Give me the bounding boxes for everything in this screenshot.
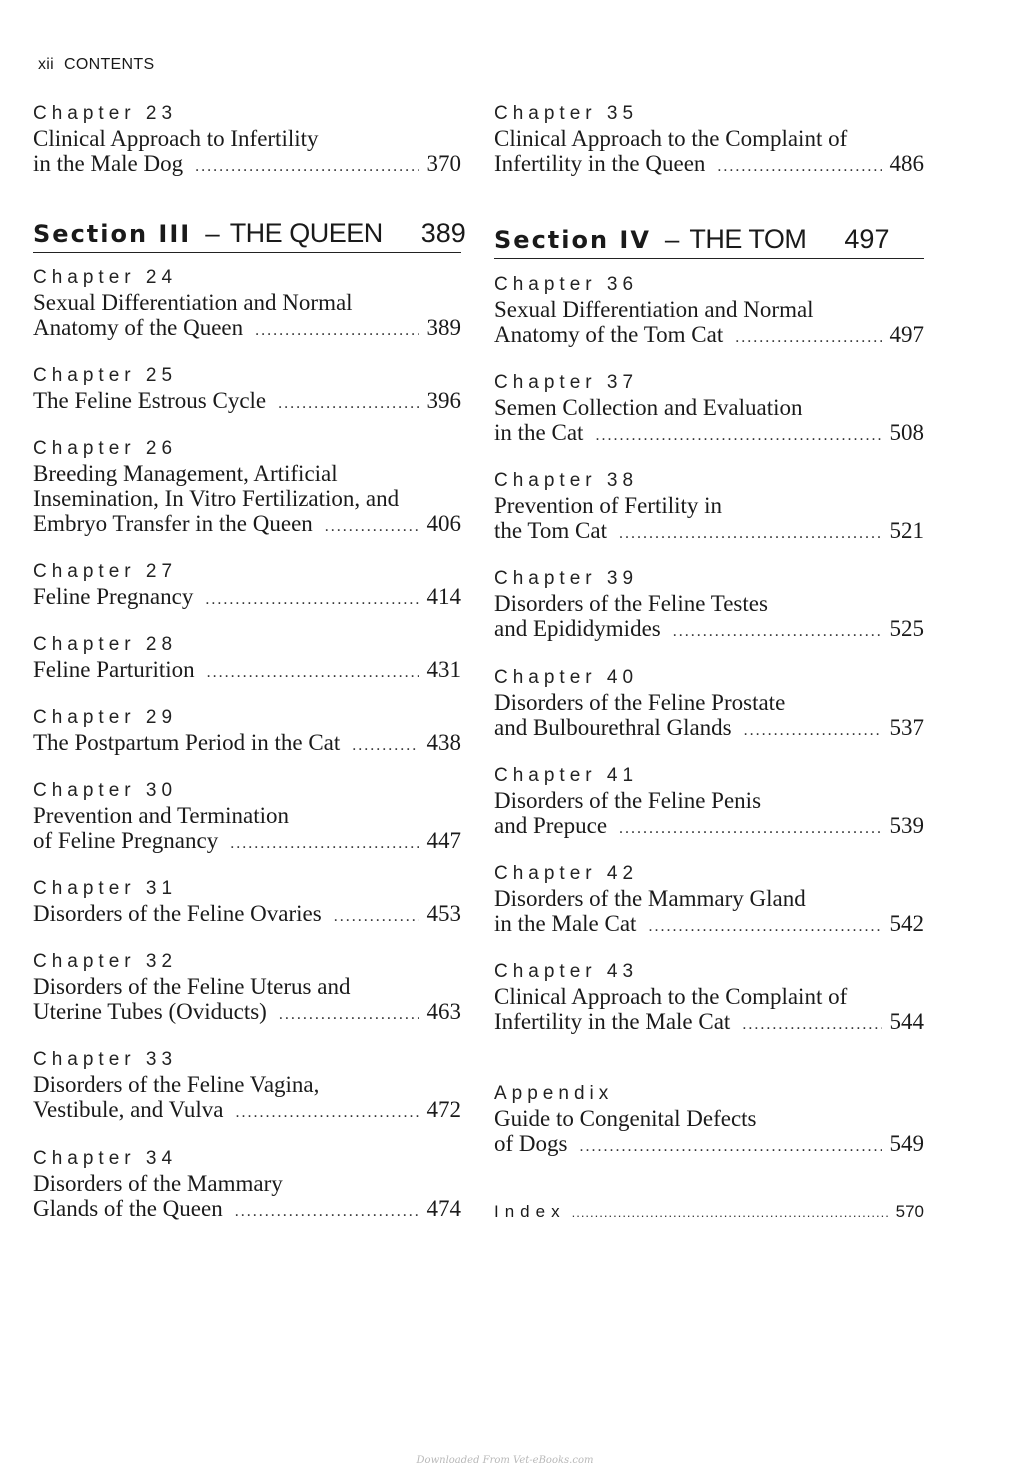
page-number: 406 [426,511,461,536]
chapter-title-last-line [494,715,924,740]
index-line [494,1201,924,1224]
section-heading-iv [494,224,924,259]
toc-entry-chapter-43 [494,960,924,1034]
toc-entry-chapter-32 [33,950,461,1024]
chapter-title-last-line [33,1097,461,1122]
toc-entry-chapter-29 [33,706,461,755]
chapter-label: Chapter 34 [33,1148,178,1169]
page-number: 447 [426,828,461,853]
chapter-title-text: and Prepuce [494,813,608,838]
chapter-label: Chapter 41 [494,765,639,786]
section-name: THE TOM [689,224,807,254]
dot-leader [579,1134,881,1159]
chapter-title-text: Disorders of the Feline Ovaries [33,901,322,926]
chapter-title-line: Disorders of the Feline Uterus and [33,974,351,999]
chapter-title-last-line [33,511,461,536]
chapter-label: Chapter 32 [33,951,178,972]
chapter-title-text: and Epididymides [494,616,661,641]
toc-entry-chapter-25 [33,364,461,413]
chapter-title-last-line [33,828,461,853]
chapter-title-last-line [33,999,461,1024]
chapter-title-last-line [33,730,461,755]
chapter-label: Chapter 36 [494,274,639,295]
chapter-title-text: Feline Parturition [33,657,195,682]
page-number: 508 [889,420,924,445]
page-number: 389 [426,315,461,340]
chapter-label: Chapter 28 [33,634,178,655]
chapter-label: Chapter 24 [33,267,178,288]
page-number: 438 [426,730,461,755]
section-dash: – [205,218,220,248]
dot-leader [352,733,418,758]
dot-leader [255,318,418,343]
page-number: 474 [426,1196,461,1221]
section-page-number: 497 [844,224,890,254]
toc-entry-chapter-41 [494,764,924,838]
page-number: 521 [889,518,924,543]
chapter-label: Chapter 43 [494,961,639,982]
chapter-title-text: and Bulbourethral Glands [494,715,732,740]
dot-leader [334,904,419,929]
chapter-title-last-line [494,911,924,936]
page-number: 537 [889,715,924,740]
chapter-title-text: Infertility in the Male Cat [494,1009,731,1034]
dot-leader [648,914,881,939]
chapter-label: Chapter 40 [494,667,639,688]
chapter-title-text: Vestibule, and Vulva [33,1097,224,1122]
page-number: 549 [889,1131,924,1156]
chapter-title-text: in the Male Dog [33,151,184,176]
toc-entry-chapter-27 [33,560,461,609]
chapter-label: Chapter 33 [33,1049,178,1070]
chapter-title-last-line [494,1009,924,1034]
chapter-title-last-line [494,322,924,347]
dot-leader [619,521,882,546]
page-number: 525 [889,616,924,641]
chapter-title-line: Prevention and Termination [33,803,290,828]
dot-leader [744,718,882,743]
toc-entry-appendix [494,1082,924,1156]
chapter-title-line: Clinical Approach to the Complaint of [494,984,848,1009]
dot-leader [235,1100,418,1125]
chapter-label: Chapter 35 [494,103,639,124]
chapter-label: Chapter 31 [33,878,178,899]
page-number: 542 [889,911,924,936]
header-title: CONTENTS [64,56,155,73]
chapter-title-line: Disorders of the Feline Prostate [494,690,786,715]
chapter-title-line: Guide to Congenital Defects [494,1106,757,1131]
chapter-title-line: Breeding Management, Artificial [33,461,338,486]
page-number: 486 [889,151,924,176]
dot-leader [595,423,881,448]
toc-entry-chapter-33 [33,1048,461,1122]
page-number: 544 [889,1009,924,1034]
section-name: THE QUEEN [229,218,383,248]
chapter-title-text: The Postpartum Period in the Cat [33,730,341,755]
toc-entry-chapter-39 [494,567,924,641]
dot-leader [207,660,419,685]
section-label: Section III [33,220,192,248]
chapter-title-last-line [494,616,924,641]
chapter-title-last-line [494,518,924,543]
toc-entry-chapter-31 [33,877,461,926]
appendix-label: Appendix [494,1083,614,1104]
chapter-label: Chapter 38 [494,470,639,491]
toc-entry-chapter-40 [494,666,924,740]
chapter-title-text: Feline Pregnancy [33,584,194,609]
section-dash: – [664,224,680,254]
dot-leader [742,1012,881,1037]
dot-leader [325,514,419,539]
chapter-title-line: Disorders of the Mammary [33,1171,283,1196]
chapter-title-text: in the Male Cat [494,911,637,936]
chapter-label: Chapter 42 [494,863,639,884]
chapter-title-text: of Feline Pregnancy [33,828,219,853]
chapter-title-last-line [33,151,461,176]
chapter-title-text: Uterine Tubes (Oviducts) [33,999,267,1024]
chapter-title-last-line [494,813,924,838]
toc-entry-chapter-26 [33,437,461,536]
dot-leader [195,154,418,179]
chapter-label: Chapter 26 [33,438,178,459]
toc-entry-chapter-34 [33,1147,461,1221]
page-number: 431 [426,657,461,682]
chapter-title-line: Insemination, In Vitro Fertilization, and [33,486,400,511]
chapter-title-text: Anatomy of the Queen [33,315,244,340]
chapter-label: Chapter 37 [494,372,639,393]
chapter-title-last-line [33,1196,461,1221]
chapter-label: Chapter 29 [33,707,178,728]
chapter-label: Chapter 23 [33,103,178,124]
toc-entry-chapter-35 [494,102,924,176]
chapter-label: Chapter 27 [33,561,178,582]
chapter-label: Chapter 25 [33,365,178,386]
section-heading-iii [33,218,466,253]
dot-leader [235,1199,419,1224]
chapter-title-text: Glands of the Queen [33,1196,223,1221]
dot-leader [279,1002,419,1027]
page-number: 453 [426,901,461,926]
chapter-title-line: Clinical Approach to Infertility [33,126,319,151]
chapter-label: Chapter 39 [494,568,639,589]
chapter-title-last-line [33,584,461,609]
page-number: 570 [895,1202,924,1221]
chapter-title-last-line [33,901,461,926]
download-watermark: Downloaded From Vet-eBooks.com [416,1455,594,1466]
dot-leader [619,816,881,841]
chapter-title-text: of Dogs [494,1131,568,1156]
chapter-title-text: the Tom Cat [494,518,607,543]
toc-entry-chapter-37 [494,371,924,445]
dot-leader [278,391,418,416]
chapter-title-line: Disorders of the Feline Testes [494,591,768,616]
chapter-title-text: in the Cat [494,420,584,445]
section-label: Section IV [494,226,651,254]
chapter-title-last-line [494,420,924,445]
toc-entry-chapter-28 [33,633,461,682]
toc-entry-chapter-36 [494,273,924,347]
toc-entry-chapter-38 [494,469,924,543]
chapter-title-line: Disorders of the Feline Penis [494,788,762,813]
chapter-title-last-line [33,388,461,413]
chapter-title-line: Sexual Differentiation and Normal [494,297,814,322]
index-label: Index [494,1202,566,1221]
toc-entry-chapter-23 [33,102,461,176]
chapter-title-last-line [494,1131,924,1156]
page-number: 497 [889,322,924,347]
chapter-title-line: Disorders of the Feline Vagina, [33,1072,320,1097]
chapter-title-line: Clinical Approach to the Complaint of [494,126,848,151]
dot-leader [717,154,881,179]
page-number: 414 [426,584,461,609]
dot-leader [673,619,882,644]
header-page-number: xii [38,56,55,73]
dot-leader [572,1202,888,1224]
page-number: 539 [889,813,924,838]
chapter-label: Chapter 30 [33,780,178,801]
chapter-title-last-line [33,657,461,682]
chapter-title-line: Disorders of the Mammary Gland [494,886,806,911]
page-number: 472 [426,1097,461,1122]
dot-leader [230,831,418,856]
chapter-title-text: Infertility in the Queen [494,151,706,176]
section-page-number: 389 [420,218,466,248]
chapter-title-last-line [33,315,461,340]
toc-entry-index [494,1201,924,1224]
dot-leader [205,587,418,612]
dot-leader [735,325,881,350]
toc-entry-chapter-24 [33,266,461,340]
chapter-title-text: Anatomy of the Tom Cat [494,322,724,347]
toc-entry-chapter-30 [33,779,461,853]
toc-entry-chapter-42 [494,862,924,936]
page-number: 370 [426,151,461,176]
chapter-title-text: Embryo Transfer in the Queen [33,511,313,536]
running-header [38,56,154,74]
chapter-title-text: The Feline Estrous Cycle [33,388,267,413]
chapter-title-line: Prevention of Fertility in [494,493,723,518]
chapter-title-line: Sexual Differentiation and Normal [33,290,353,315]
chapter-title-last-line [494,151,924,176]
chapter-title-line: Semen Collection and Evaluation [494,395,803,420]
page-number: 463 [426,999,461,1024]
page-number: 396 [426,388,461,413]
